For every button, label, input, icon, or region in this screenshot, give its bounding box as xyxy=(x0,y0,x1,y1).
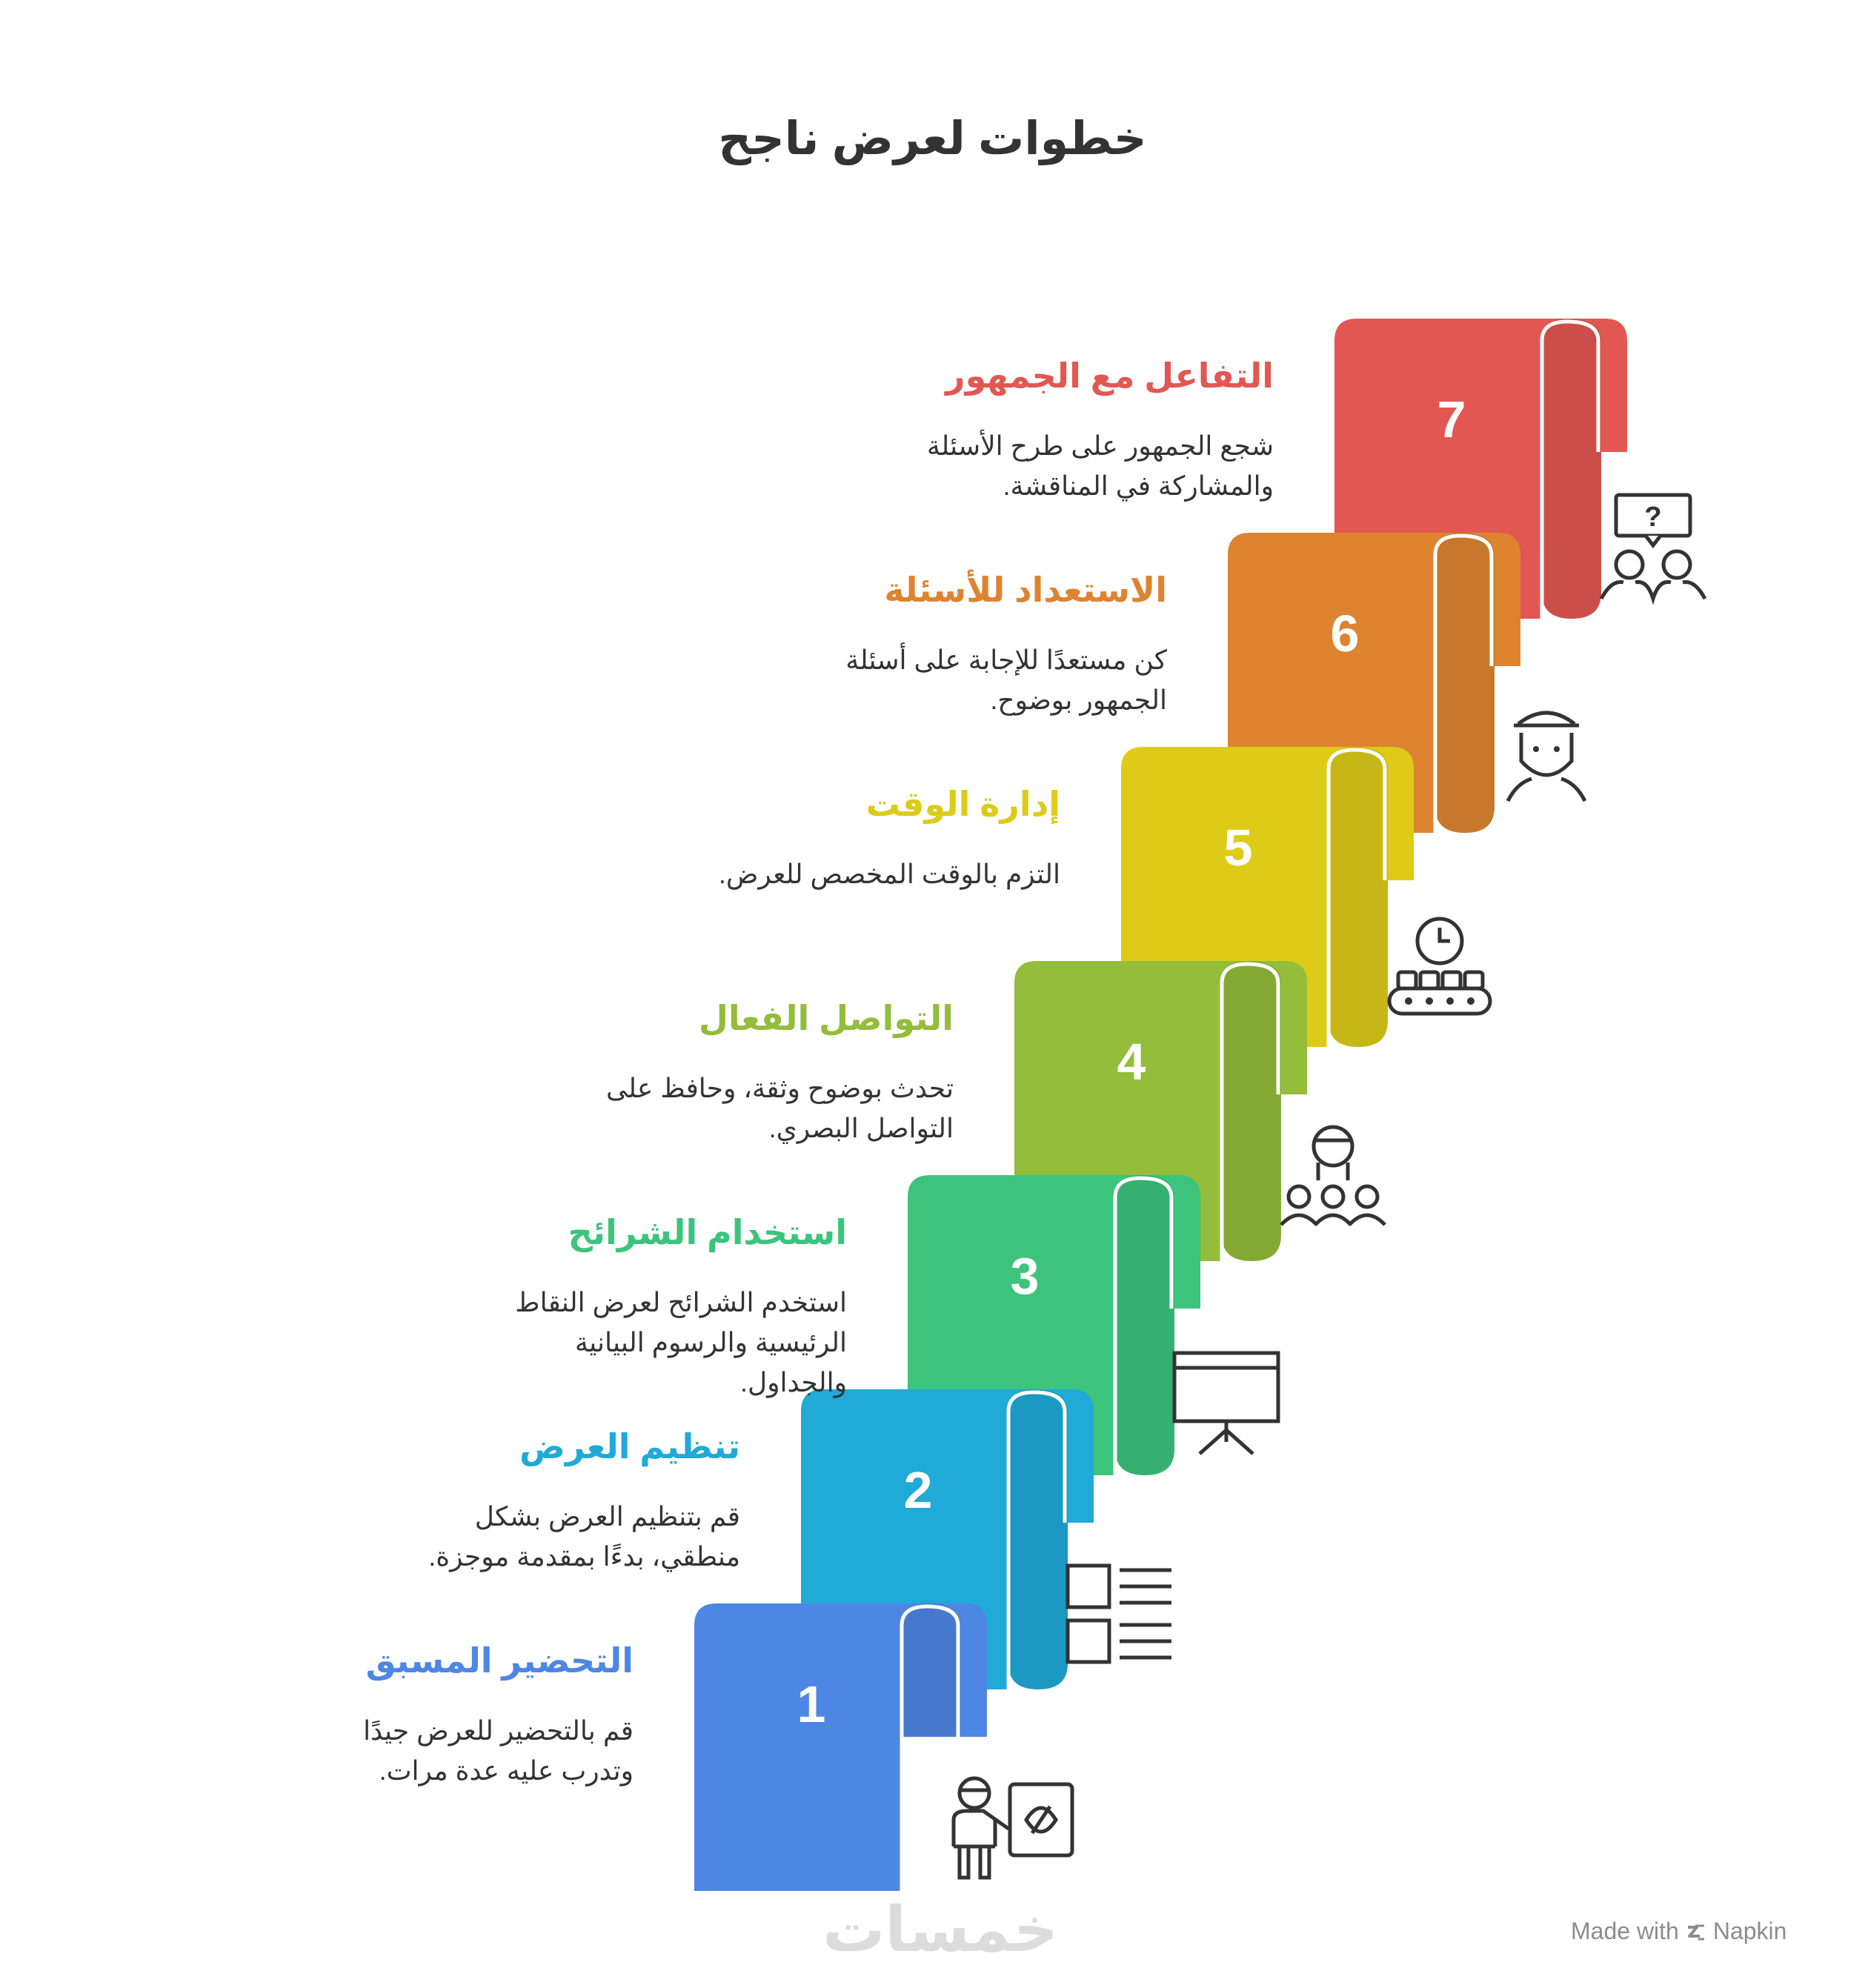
speaker-audience-icon xyxy=(1281,1127,1385,1225)
step-7-number: 7 xyxy=(1437,390,1466,448)
person-cap-icon xyxy=(1508,713,1585,801)
question-audience-icon xyxy=(1601,495,1705,599)
step-5-number: 5 xyxy=(1223,819,1253,877)
step-4-number: 4 xyxy=(1117,1033,1146,1091)
made-with-label: Made with xyxy=(1571,1918,1679,1944)
step-5-description: التزم بالوقت المخصص للعرض. xyxy=(718,859,1060,889)
presenter-board-icon xyxy=(954,1778,1072,1878)
napkin-brand: Napkin xyxy=(1712,1918,1787,1944)
diagram-title: خطوات لعرض ناجح xyxy=(718,113,1147,164)
step-1-description: قم بالتحضير للعرض جيدًا وتدرب عليه عدة مرات. xyxy=(363,1715,634,1786)
step-4-title: التواصل الفعال xyxy=(698,999,954,1037)
step-2-number: 2 xyxy=(903,1461,933,1519)
step-6-description: كن مستعدًا للإجابة على أسئلة الجمهور بوضوح. xyxy=(845,645,1167,715)
list-layout-icon xyxy=(1068,1566,1171,1662)
napkin-logo-icon xyxy=(1685,1921,1707,1944)
step-2-description: قم بتنظيم العرض بشكل منطقي، بدءًا بمقدمة موجزة. xyxy=(428,1501,740,1572)
watermark-logo: خمسات xyxy=(822,1895,1059,1964)
step-1-title: التحضير المسبق xyxy=(365,1641,634,1680)
step-6-number: 6 xyxy=(1330,605,1360,662)
step-5-title: إدارة الوقت xyxy=(865,785,1060,823)
projector-screen-icon xyxy=(1174,1353,1278,1454)
step-3-description: استخدم الشرائح لعرض النقاط الرئيسية والرسوم البيانية والجداول. xyxy=(515,1287,847,1397)
step-3-number: 3 xyxy=(1010,1247,1040,1305)
clock-conveyor-icon xyxy=(1389,919,1490,1014)
step-2-title: تنظيم العرض xyxy=(519,1427,740,1466)
step-1-number: 1 xyxy=(797,1675,826,1733)
step-7-description: شجع الجمهور على طرح الأسئلة والمشاركة في المناقشة. xyxy=(926,430,1274,501)
step-7-title: التفاعل مع الجمهور xyxy=(945,356,1274,395)
made-with-badge xyxy=(1571,1918,1786,1945)
step-6-title: الاستعداد للأسئلة xyxy=(884,571,1167,609)
svg-text:?: ? xyxy=(1644,502,1662,533)
step-1-block xyxy=(694,1603,987,1891)
step-3-title: استخدام الشرائح xyxy=(568,1213,847,1251)
step-4-description: تحدث بوضوح وثقة، وحافظ على التواصل البصري. xyxy=(605,1073,954,1143)
